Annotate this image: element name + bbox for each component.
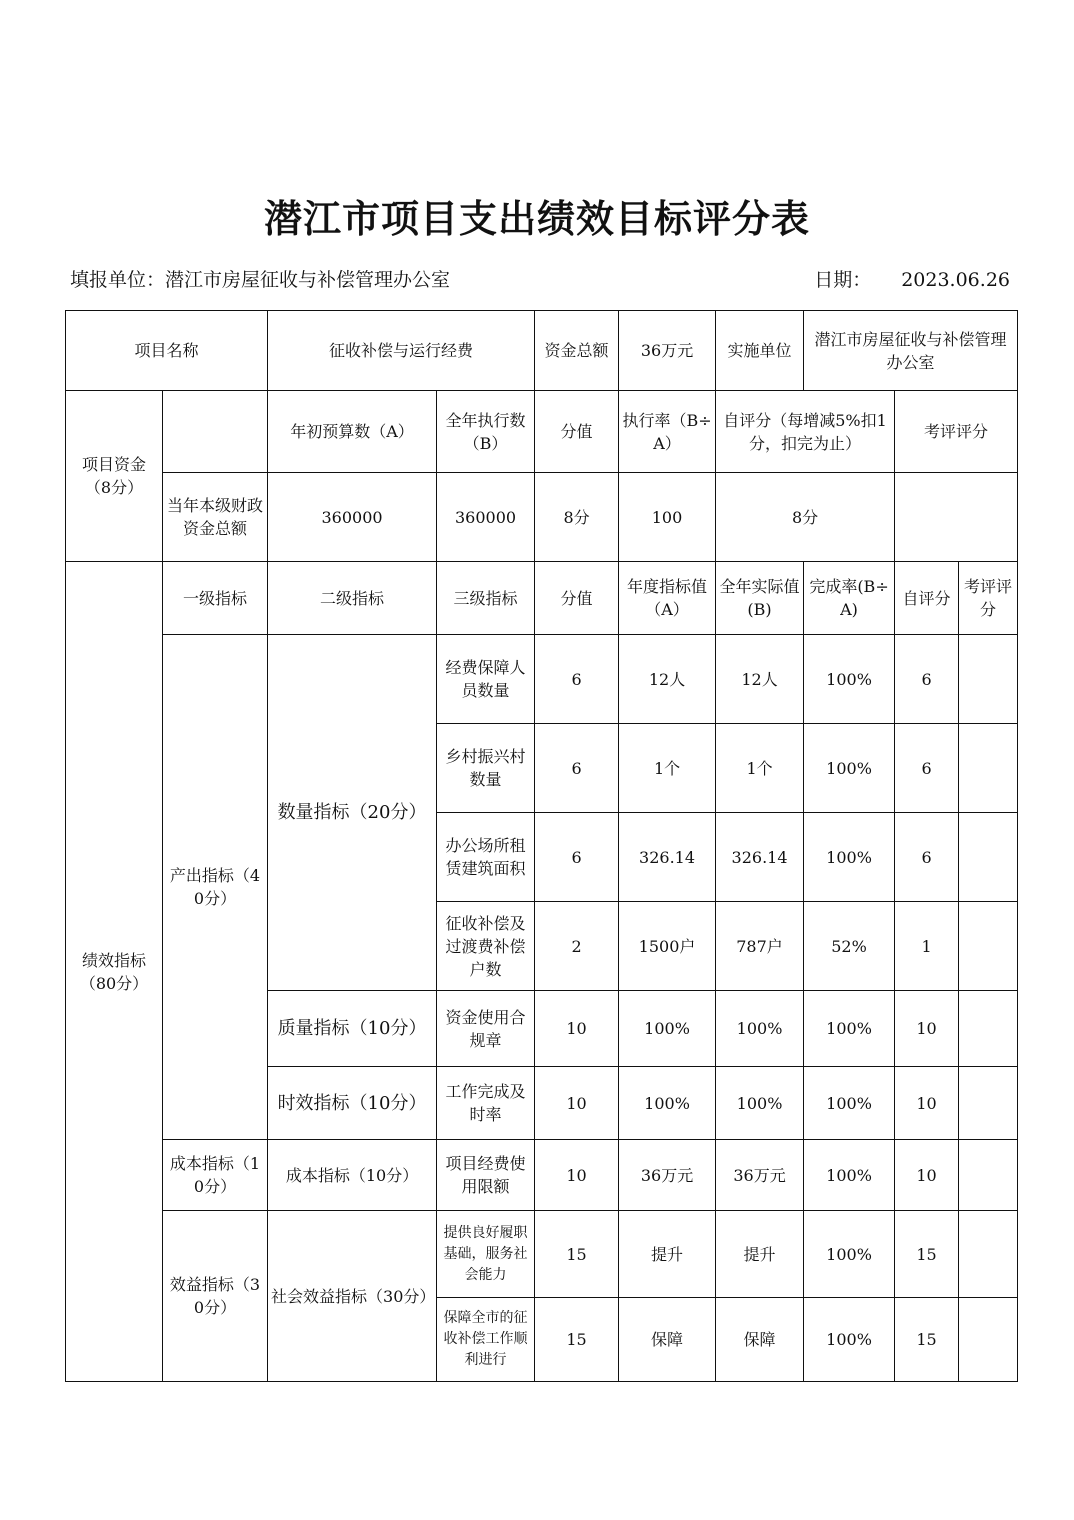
indicator-score: 6: [535, 813, 619, 902]
indicator-completion: 100%: [804, 1211, 895, 1298]
level2-social: 社会效益指标（30分）: [268, 1211, 437, 1382]
funds-row-rate: 100: [619, 473, 716, 562]
perf-header-level3: 三级指标: [437, 562, 535, 635]
report-date: [814, 265, 1010, 292]
indicator-target: 1个: [619, 724, 716, 813]
indicator-actual: 保障: [716, 1298, 804, 1382]
perf-header-level1: 一级指标: [163, 562, 268, 635]
funds-row-label: 当年本级财政资金总额: [163, 473, 268, 562]
total-funds-value: 36万元: [619, 311, 716, 391]
level2-quality: 质量指标（10分）: [268, 991, 437, 1067]
indicator-self-score: 10: [895, 1067, 959, 1140]
level2-quantity: 数量指标（20分）: [268, 635, 437, 991]
project-name-label: 项目名称: [66, 311, 268, 391]
date-label: 日期：: [814, 269, 872, 291]
indicator-completion: 100%: [804, 1298, 895, 1382]
total-funds-label: 资金总额: [535, 311, 619, 391]
indicator-review-score: [959, 1140, 1018, 1211]
indicator-name: 办公场所租赁建筑面积: [437, 813, 535, 902]
perf-header-level2: 二级指标: [268, 562, 437, 635]
indicator-target: 1500户: [619, 902, 716, 991]
funds-section-label: 项目资金（8分）: [66, 391, 163, 562]
funds-data-row: [66, 473, 1018, 562]
indicator-score: 10: [535, 991, 619, 1067]
indicator-actual: 1个: [716, 724, 804, 813]
indicator-self-score: 15: [895, 1298, 959, 1382]
indicator-review-score: [959, 724, 1018, 813]
indicator-review-score: [959, 991, 1018, 1067]
indicator-actual: 326.14: [716, 813, 804, 902]
funds-header-row: [66, 391, 1018, 473]
perf-header-target: 年度指标值（A）: [619, 562, 716, 635]
indicator-actual: 787户: [716, 902, 804, 991]
indicator-score: 6: [535, 724, 619, 813]
indicator-review-score: [959, 813, 1018, 902]
project-name-value: 征收补偿与运行经费: [268, 311, 535, 391]
indicator-score: 15: [535, 1298, 619, 1382]
indicator-self-score: 1: [895, 902, 959, 991]
indicator-completion: 100%: [804, 1067, 895, 1140]
indicator-score: 15: [535, 1211, 619, 1298]
table-row: [66, 1140, 1018, 1211]
indicator-name: 乡村振兴村数量: [437, 724, 535, 813]
indicator-score: 10: [535, 1140, 619, 1211]
funds-header-blank: [163, 391, 268, 473]
indicator-actual: 100%: [716, 991, 804, 1067]
funds-header-rate: 执行率（B÷A）: [619, 391, 716, 473]
perf-header-completion: 完成率(B÷A): [804, 562, 895, 635]
indicator-target: 提升: [619, 1211, 716, 1298]
date-value: 2023.06.26: [901, 269, 1010, 291]
impl-unit-value: 潜江市房屋征收与补偿管理办公室: [804, 311, 1018, 391]
level1-cost: 成本指标（10分）: [163, 1140, 268, 1211]
impl-unit-label: 实施单位: [716, 311, 804, 391]
indicator-completion: 100%: [804, 1140, 895, 1211]
indicator-self-score: 6: [895, 724, 959, 813]
reporting-unit: 填报单位：潜江市房屋征收与补偿管理办公室: [70, 269, 451, 291]
funds-header-review-score: 考评评分: [895, 391, 1018, 473]
perf-header-self-score: 自评分: [895, 562, 959, 635]
level2-timeliness: 时效指标（10分）: [268, 1067, 437, 1140]
indicator-name: 提供良好履职基础，服务社会能力: [437, 1211, 535, 1298]
indicator-self-score: 6: [895, 635, 959, 724]
indicator-completion: 52%: [804, 902, 895, 991]
indicator-actual: 提升: [716, 1211, 804, 1298]
perf-header-actual: 全年实际值(B): [716, 562, 804, 635]
indicator-name: 征收补偿及过渡费补偿户数: [437, 902, 535, 991]
funds-row-self-score: 8分: [716, 473, 895, 562]
table-row: [66, 635, 1018, 724]
indicator-actual: 100%: [716, 1067, 804, 1140]
table-row: [66, 1211, 1018, 1298]
indicator-self-score: 6: [895, 813, 959, 902]
funds-row-review-score: [895, 473, 1018, 562]
indicator-completion: 100%: [804, 724, 895, 813]
indicator-name: 保障全市的征收补偿工作顺利进行: [437, 1298, 535, 1382]
level2-cost: 成本指标（10分）: [268, 1140, 437, 1211]
funds-header-executed: 全年执行数（B）: [437, 391, 535, 473]
indicator-completion: 100%: [804, 813, 895, 902]
indicator-score: 6: [535, 635, 619, 724]
indicator-name: 资金使用合规章: [437, 991, 535, 1067]
indicator-target: 12人: [619, 635, 716, 724]
page-title: 潜江市项目支出绩效目标评分表: [263, 196, 810, 241]
level1-benefit: 效益指标（30分）: [163, 1211, 268, 1382]
funds-header-budget: 年初预算数（A）: [268, 391, 437, 473]
indicator-score: 10: [535, 1067, 619, 1140]
funds-row-executed: 360000: [437, 473, 535, 562]
indicator-review-score: [959, 1298, 1018, 1382]
indicator-actual: 12人: [716, 635, 804, 724]
indicator-self-score: 15: [895, 1211, 959, 1298]
performance-header-row: [66, 562, 1018, 635]
funds-row-budget: 360000: [268, 473, 437, 562]
indicator-review-score: [959, 635, 1018, 724]
indicator-target: 保障: [619, 1298, 716, 1382]
indicator-score: 2: [535, 902, 619, 991]
indicator-target: 326.14: [619, 813, 716, 902]
indicator-target: 100%: [619, 1067, 716, 1140]
funds-header-score: 分值: [535, 391, 619, 473]
indicator-name: 项目经费使用限额: [437, 1140, 535, 1211]
perf-header-review-score: 考评评分: [959, 562, 1018, 635]
indicator-review-score: [959, 902, 1018, 991]
indicator-completion: 100%: [804, 991, 895, 1067]
indicator-self-score: 10: [895, 1140, 959, 1211]
indicator-target: 36万元: [619, 1140, 716, 1211]
indicator-review-score: [959, 1211, 1018, 1298]
funds-header-self-score: 自评分（每增减5%扣1分，扣完为止）: [716, 391, 895, 473]
funds-row-score: 8分: [535, 473, 619, 562]
indicator-name: 经费保障人员数量: [437, 635, 535, 724]
indicator-self-score: 10: [895, 991, 959, 1067]
indicator-completion: 100%: [804, 635, 895, 724]
indicator-target: 100%: [619, 991, 716, 1067]
project-row: [66, 311, 1018, 391]
perf-header-score: 分值: [535, 562, 619, 635]
indicator-review-score: [959, 1067, 1018, 1140]
score-table: [65, 310, 1018, 1382]
performance-section-label: 绩效指标（80分）: [66, 562, 163, 1382]
indicator-actual: 36万元: [716, 1140, 804, 1211]
indicator-name: 工作完成及时率: [437, 1067, 535, 1140]
level1-output: 产出指标（40分）: [163, 635, 268, 1140]
